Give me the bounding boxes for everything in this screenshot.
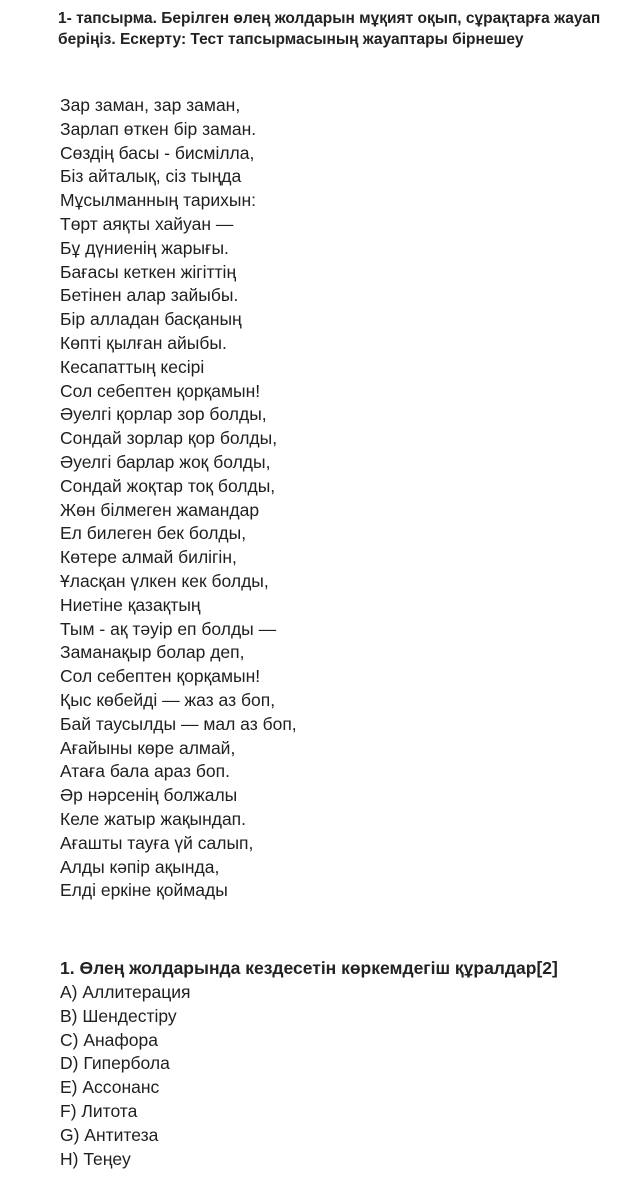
answer-option-c: C) Анафора <box>60 1029 158 1050</box>
poem-line: Төрт аяқты хайуан — <box>60 213 234 234</box>
poem-line: Ұласқан үлкен кек болды, <box>60 570 269 591</box>
answer-options <box>60 981 191 1171</box>
poem-line: Қыс көбейді — жаз аз боп, <box>60 689 276 710</box>
poem-line: Тым - ақ тәуір еп болды — <box>60 618 277 639</box>
question-title: 1. Өлең жолдарында кездесетін көркемдегіш құралдар[2] <box>60 958 558 978</box>
poem-line: Заманақыр болар деп, <box>60 642 245 663</box>
poem-line: Ниетіне қазақтың <box>60 594 201 615</box>
poem-line: Әуелгі қорлар зор болды, <box>60 404 267 425</box>
poem-line: Біз айталық, сіз тыңда <box>60 166 242 187</box>
poem-line: Алды кәпір ақында, <box>60 856 220 877</box>
poem-line: Сол себептен қорқамын! <box>60 380 261 401</box>
poem-line: Сондай зорлар қор болды, <box>60 428 278 449</box>
poem-line: Әр нәрсенің болжалы <box>60 785 238 806</box>
poem-lines <box>60 94 297 903</box>
answer-option-d: D) Гипербола <box>60 1053 170 1074</box>
answer-option-e: E) Ассонанс <box>60 1077 160 1098</box>
answer-option-b: B) Шендестіру <box>60 1005 177 1026</box>
poem-line: Сол себептен қорқамын! <box>60 666 261 687</box>
task-instruction: 1- тапсырма. Берілген өлең жолдарын мұқият оқып, сұрақтарға жауап беріңіз. Ескерту: Тест тапсырмасының жауаптары бірнешеу <box>58 10 601 48</box>
poem-line: Бір алладан басқаның <box>60 309 242 330</box>
poem-line: Атаға бала араз боп. <box>60 761 230 782</box>
poem-line: Бетінен алар зайыбы. <box>60 285 239 306</box>
poem-line: Әуелгі барлар жоқ болды, <box>60 451 271 472</box>
poem-line: Ағайыны көре алмай, <box>60 737 236 758</box>
poem-line: Көпті қылған айыбы. <box>60 332 227 353</box>
answer-option-g: G) Антитеза <box>60 1124 159 1145</box>
answer-option-h: H) Теңеу <box>60 1148 131 1169</box>
poem-line: Ағашты тауға үй салып, <box>60 832 254 853</box>
poem-line: Бай таусылды — мал аз боп, <box>60 713 297 734</box>
answer-option-f: F) Литота <box>60 1100 138 1121</box>
poem-line: Сөздің басы - бисмілла, <box>60 142 255 163</box>
poem-line: Елді еркіне қоймады <box>60 880 228 901</box>
poem-line: Көтере алмай билігін, <box>60 547 237 568</box>
poem-line: Мұсылманның тарихын: <box>60 190 256 211</box>
poem-line: Бұ дүниенің жарығы. <box>60 237 229 258</box>
poem-line: Зарлап өткен бір заман. <box>60 118 257 139</box>
poem-line: Келе жатыр жақындап. <box>60 808 247 829</box>
poem-line: Сондай жоқтар тоқ болды, <box>60 475 276 496</box>
answer-option-a: A) Аллитерация <box>60 982 191 1002</box>
poem-line: Бағасы кеткен жігіттің <box>60 261 237 282</box>
poem-line: Жөн білмеген жамандар <box>60 499 260 520</box>
poem-line: Кесапаттың кесірі <box>60 356 205 377</box>
poem-line: Зар заман, зар заман, <box>60 95 241 115</box>
poem-line: Ел билеген бек болды, <box>60 523 247 544</box>
